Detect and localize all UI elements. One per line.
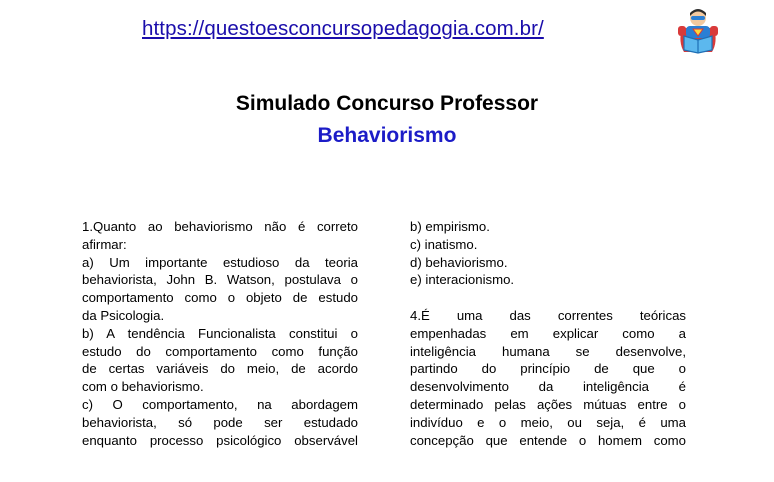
right-column xyxy=(410,218,686,449)
question-1-line: behaviorista, só pode ser estudado xyxy=(82,414,358,430)
question-1-line: comportamento como o objeto de estudo xyxy=(82,290,358,306)
left-column xyxy=(82,218,358,449)
question-1-line: 1.Quanto ao behaviorismo não é correto xyxy=(82,219,358,234)
answer-option: d) behaviorismo. xyxy=(410,254,508,270)
page-title: Simulado Concurso Professor xyxy=(235,92,539,115)
answer-option: b) empirismo. xyxy=(410,219,490,234)
question-4-line: partindo do princípio de que o xyxy=(410,361,686,377)
question-1-line: b) A tendência Funcionalista constitui o xyxy=(82,325,358,341)
paragraph-gap xyxy=(410,289,686,307)
question-1-line: afirmar: xyxy=(82,236,127,252)
question-1-line: com o behaviorismo. xyxy=(82,379,204,395)
answer-option: c) inatismo. xyxy=(410,236,478,252)
question-4-line: inteligência humana se desenvolve, xyxy=(410,343,686,359)
question-1-line: c) O comportamento, na abordagem xyxy=(82,396,358,412)
answer-option: e) interacionismo. xyxy=(410,272,515,288)
question-1-line: estudo do comportamento como função xyxy=(82,343,358,359)
question-4-line: desenvolvimento da inteligência é xyxy=(410,379,686,395)
question-1-line: enquanto processo psicológico observável xyxy=(82,432,358,448)
question-4-line: concepção que entende o homem como xyxy=(410,432,686,448)
question-4-line: empenhadas em explicar como a xyxy=(410,325,686,341)
question-4-line: indivíduo e o meio, ou seja, é uma xyxy=(410,414,686,430)
superhero-book-logo-icon xyxy=(676,8,720,54)
question-1-line: a) Um importante estudioso da teoria xyxy=(82,254,358,270)
question-1-line: de certas variáveis do meio, de acordo xyxy=(82,361,358,377)
site-url-link[interactable]: https://questoesconcursopedagogia.com.br/ xyxy=(142,17,544,40)
question-4-line: 4.É uma das correntes teóricas xyxy=(410,307,686,323)
question-1-line: behaviorista, John B. Watson, postulava o xyxy=(82,272,358,288)
page-subtitle: Behaviorismo xyxy=(317,124,457,147)
question-1-line: da Psicologia. xyxy=(82,307,165,323)
question-4-line: determinado pelas ações mútuas entre o xyxy=(410,396,686,412)
